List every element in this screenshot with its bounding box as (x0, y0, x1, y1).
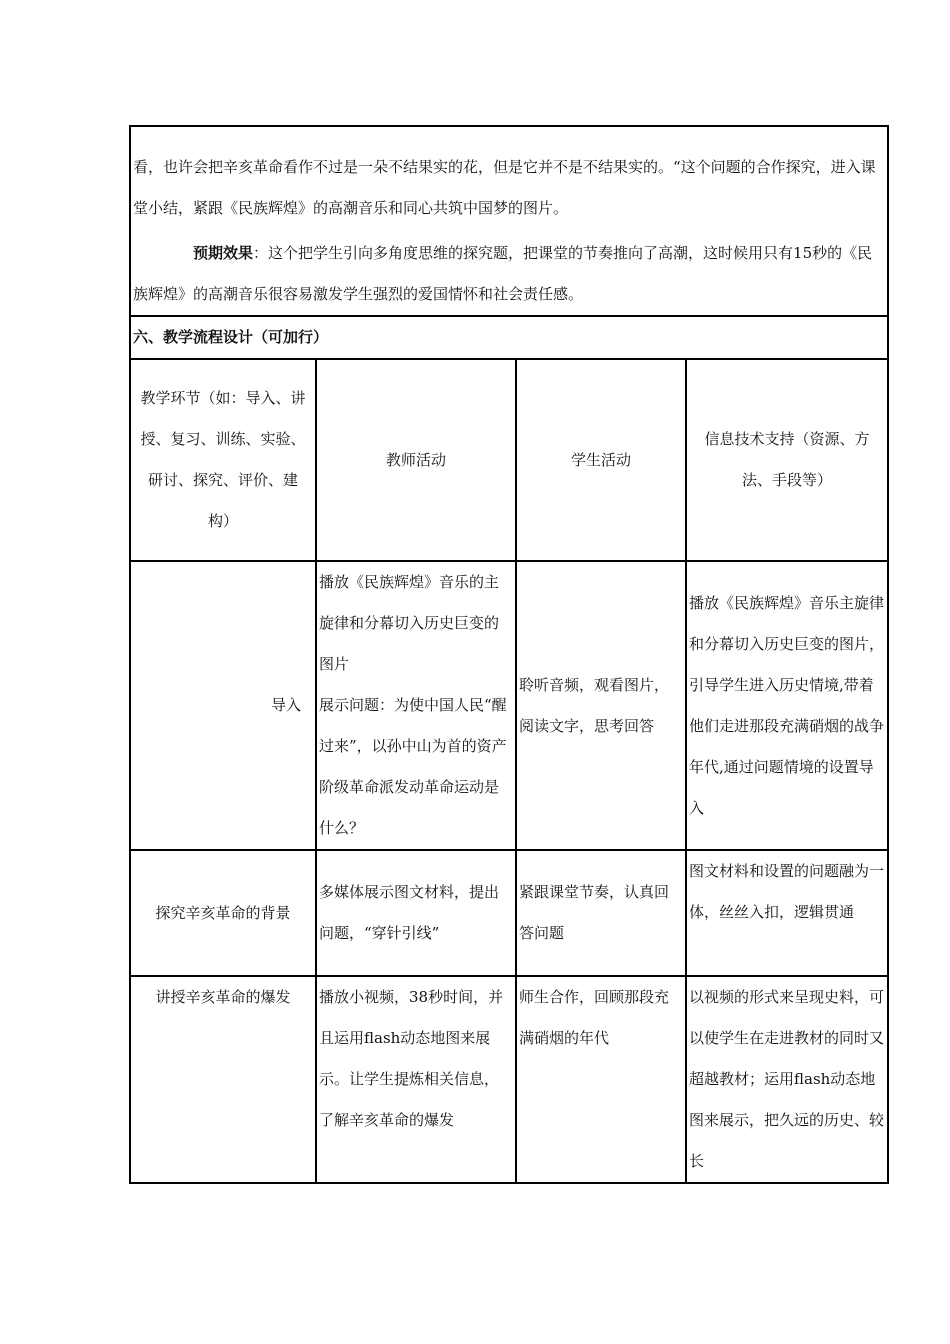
stage-cell: 讲授辛亥革命的爆发 (130, 976, 316, 1183)
student-cell: 聆听音频，观看图片，阅读文字，思考回答 (516, 561, 686, 850)
lesson-plan-table (129, 125, 889, 1184)
stage-cell: 探究辛亥革命的背景 (130, 850, 316, 976)
teacher-cell: 播放《民族辉煌》音乐的主旋律和分幕切入历史巨变的图片 展示问题：为使中国人民“醒过来”，以孙中山为首的资产阶级革命派发动革命运动是什么？ (316, 561, 516, 850)
tech-cell: 以视频的形式来呈现史料，可以使学生在走进教材的同时又超越教材；运用flash动态地图来展示，把久远的历史、较长 (686, 976, 888, 1183)
tech-cell: 图文材料和设置的问题融为一体，丝丝入扣，逻辑贯通 (686, 850, 888, 976)
student-cell: 紧跟课堂节奏，认真回答问题 (516, 850, 686, 976)
intro-row (130, 126, 888, 316)
teacher-cell: 多媒体展示图文材料，提出问题，“穿针引线” (316, 850, 516, 976)
expected-effect-label: 预期效果 (193, 244, 254, 262)
section-title: 六、教学流程设计（可加行） (130, 316, 888, 359)
teacher-cell: 播放小视频，38秒时间，并且运用flash动态地图来展示。让学生提炼相关信息，了解辛亥革命的爆发 (316, 976, 516, 1183)
expected-effect-paragraph (133, 233, 885, 315)
intro-paragraph: 看，也许会把辛亥革命看作不过是一朵不结果实的花，但是它并不是不结果实的。“这个问题的合作探究，进入课堂小结，紧跟《民族辉煌》的高潮音乐和同心共筑中国梦的图片。 (133, 158, 876, 217)
header-tech-support: 信息技术支持（资源、方法、手段等） (686, 359, 888, 561)
intro-cell (130, 126, 888, 316)
stage-cell: 导入 (130, 561, 316, 850)
table-row (130, 976, 888, 1183)
expected-effect-text: ：这个把学生引向多角度思维的探究题，把课堂的节奏推向了高潮，这时候用只有15秒的《民族辉煌》的高潮音乐很容易激发学生强烈的爱国情怀和社会责任感。 (133, 244, 873, 303)
student-cell: 师生合作，回顾那段充满硝烟的年代 (516, 976, 686, 1183)
header-stage: 教学环节（如：导入、讲授、复习、训练、实验、研讨、探究、评价、建构） (130, 359, 316, 561)
table-header-row (130, 359, 888, 561)
table-row (130, 850, 888, 976)
section-title-row (130, 316, 888, 359)
tech-cell: 播放《民族辉煌》音乐主旋律和分幕切入历史巨变的图片，引导学生进入历史情境,带着他们走进那段充满硝烟的战争年代,通过问题情境的设置导入 (686, 561, 888, 850)
header-student-activity: 学生活动 (516, 359, 686, 561)
table-row (130, 561, 888, 850)
header-teacher-activity: 教师活动 (316, 359, 516, 561)
